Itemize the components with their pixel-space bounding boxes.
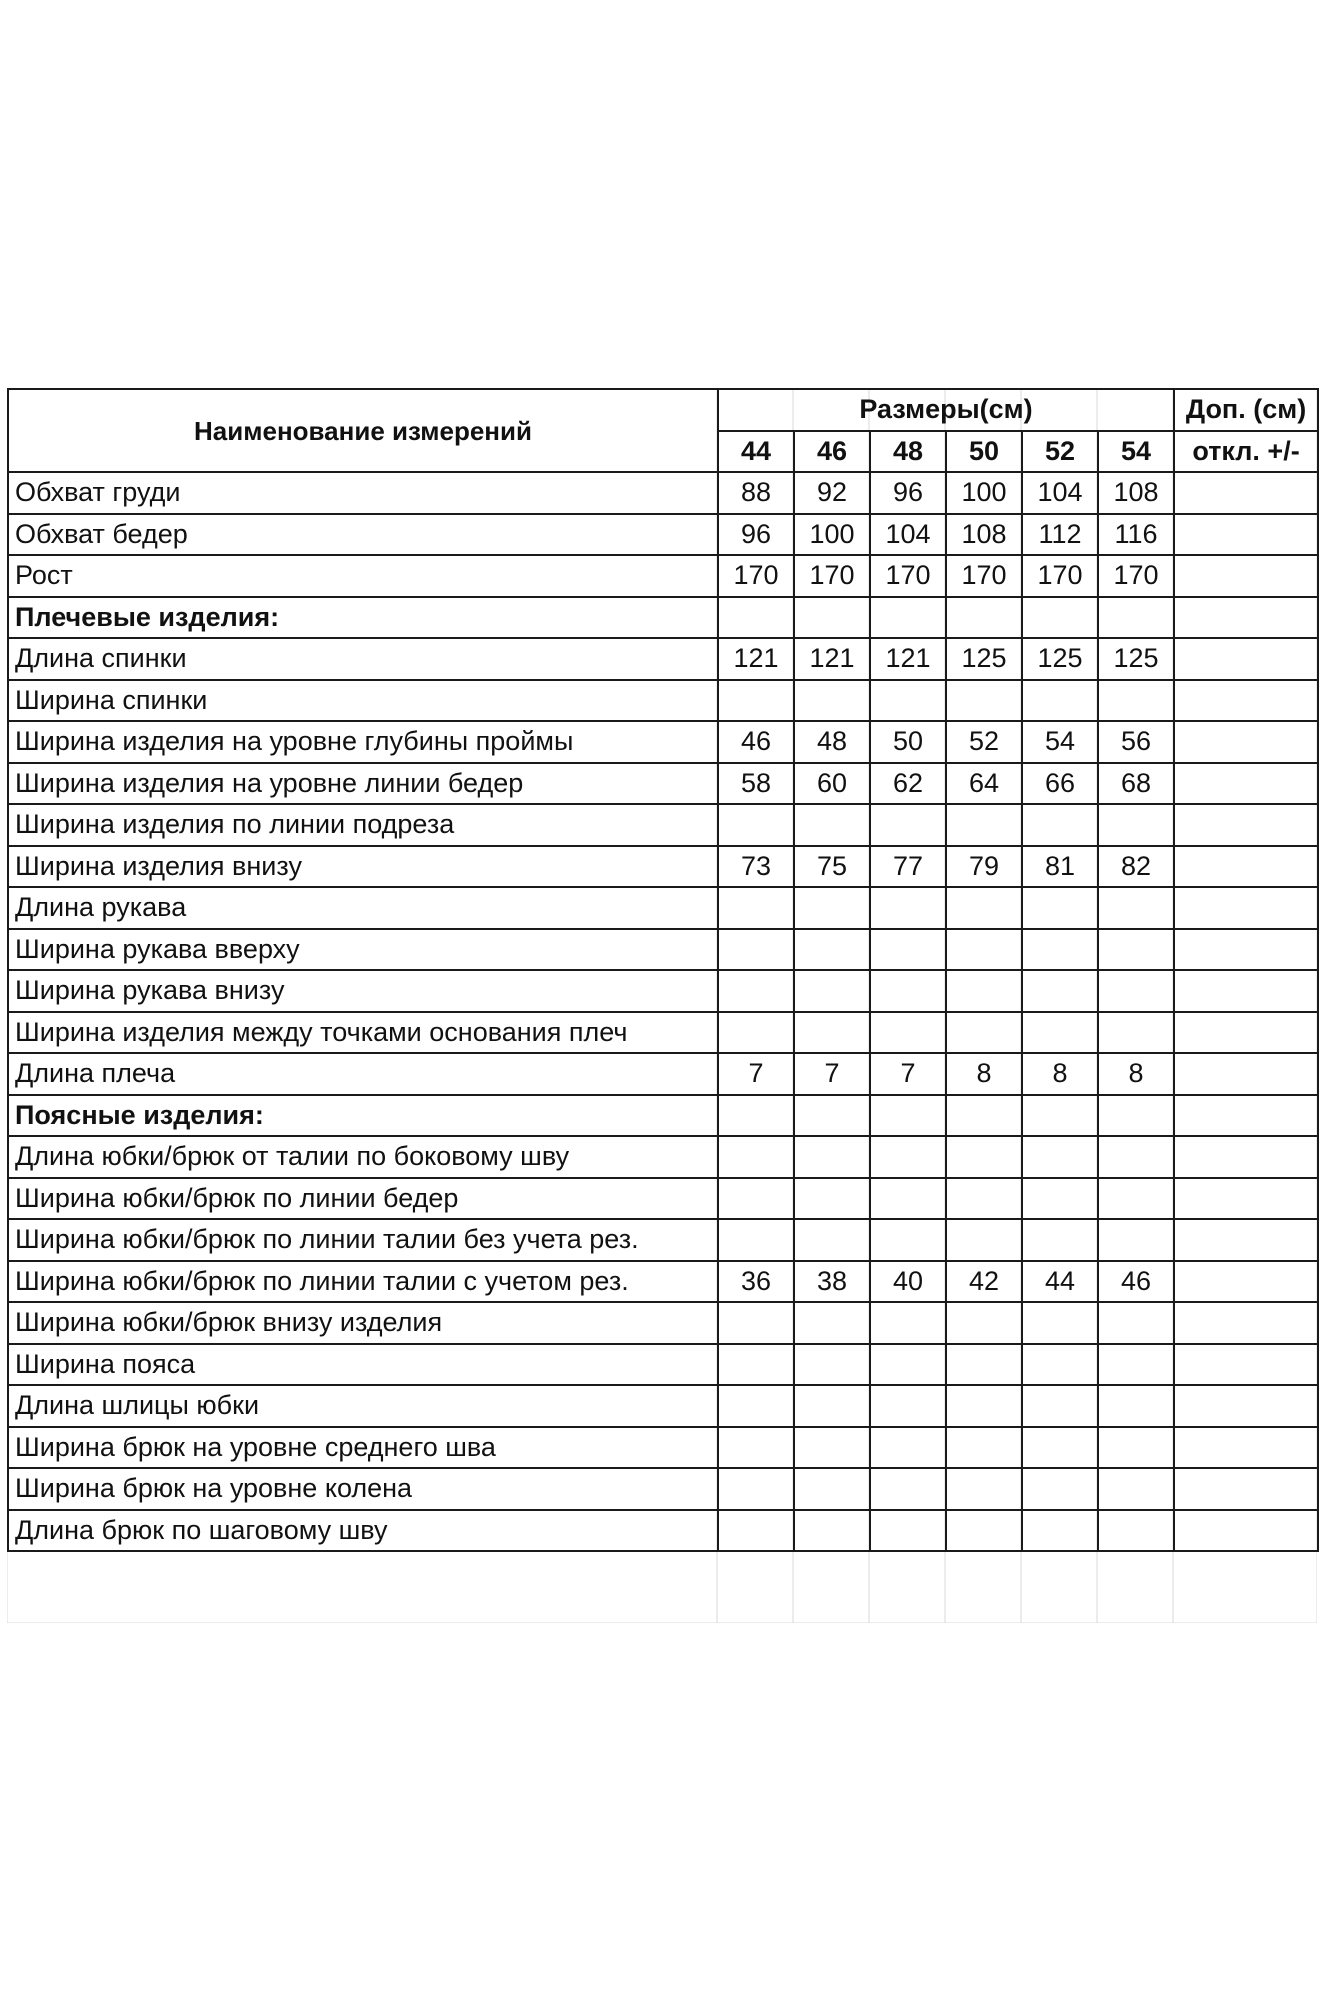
- table-row: [8, 763, 1318, 805]
- size-value-cell: 54: [1022, 721, 1098, 763]
- size-value-cell: 73: [718, 846, 794, 888]
- tolerance-cell: [1174, 1012, 1318, 1054]
- size-value-cell: 100: [946, 472, 1022, 514]
- size-value-cell: [870, 887, 946, 929]
- table-row: [8, 846, 1318, 888]
- size-value-cell: [794, 1468, 870, 1510]
- size-value-cell: [718, 887, 794, 929]
- size-value-cell: [870, 970, 946, 1012]
- sizes-header: Размеры(см): [718, 389, 1174, 431]
- size-value-cell: [794, 1136, 870, 1178]
- size-value-cell: 52: [946, 721, 1022, 763]
- size-value-cell: 40: [870, 1261, 946, 1303]
- size-value-cell: 170: [870, 555, 946, 597]
- size-value-cell: 46: [1098, 1261, 1174, 1303]
- measurement-label: Обхват груди: [8, 472, 718, 514]
- table-row: [8, 1510, 1318, 1552]
- size-value-cell: [1022, 1178, 1098, 1220]
- size-value-cell: [946, 887, 1022, 929]
- table-row: [8, 1012, 1318, 1054]
- size-value-cell: 92: [794, 472, 870, 514]
- size-value-cell: [718, 1219, 794, 1261]
- size-value-cell: [870, 1219, 946, 1261]
- size-value-cell: [1098, 804, 1174, 846]
- size-value-cell: [1098, 970, 1174, 1012]
- size-value-cell: [1098, 1136, 1174, 1178]
- size-value-cell: [1022, 1219, 1098, 1261]
- measurement-name-header: Наименование измерений: [8, 389, 718, 472]
- size-value-cell: 8: [1022, 1053, 1098, 1095]
- size-value-cell: [1098, 1468, 1174, 1510]
- size-value-cell: 48: [794, 721, 870, 763]
- size-value-cell: 108: [1098, 472, 1174, 514]
- measurement-label: Длина рукава: [8, 887, 718, 929]
- tolerance-cell: [1174, 970, 1318, 1012]
- size-value-cell: [794, 1510, 870, 1552]
- size-value-cell: 58: [718, 763, 794, 805]
- size-value-cell: [718, 1302, 794, 1344]
- size-value-cell: [718, 597, 794, 639]
- size-value-cell: [946, 1136, 1022, 1178]
- size-value-cell: [794, 1219, 870, 1261]
- tolerance-cell: [1174, 1510, 1318, 1552]
- size-value-cell: [870, 597, 946, 639]
- size-value-cell: [870, 1178, 946, 1220]
- measurement-label: Ширина спинки: [8, 680, 718, 722]
- table-row: [8, 1261, 1318, 1303]
- measurement-label: Ширина рукава вверху: [8, 929, 718, 971]
- size-value-cell: [718, 680, 794, 722]
- measurement-label: Ширина юбки/брюк по линии талии без учета рез.: [8, 1219, 718, 1261]
- size-value-cell: 170: [794, 555, 870, 597]
- size-value-cell: [794, 970, 870, 1012]
- measurement-label: Ширина юбки/брюк внизу изделия: [8, 1302, 718, 1344]
- size-value-cell: 121: [718, 638, 794, 680]
- size-value-cell: [718, 804, 794, 846]
- size-value-cell: 60: [794, 763, 870, 805]
- table-row: [8, 1136, 1318, 1178]
- size-value-cell: [946, 1219, 1022, 1261]
- size-54: 54: [1098, 431, 1174, 473]
- size-value-cell: [1022, 1136, 1098, 1178]
- measurement-label: Ширина изделия между точками основания плеч: [8, 1012, 718, 1054]
- measurement-label: Ширина изделия на уровне глубины проймы: [8, 721, 718, 763]
- table-row: [8, 1427, 1318, 1469]
- size-value-cell: [946, 1468, 1022, 1510]
- size-value-cell: [870, 680, 946, 722]
- size-value-cell: [794, 1095, 870, 1137]
- size-value-cell: 46: [718, 721, 794, 763]
- size-value-cell: [1022, 887, 1098, 929]
- size-value-cell: [794, 1012, 870, 1054]
- size-value-cell: 7: [870, 1053, 946, 1095]
- size-value-cell: 79: [946, 846, 1022, 888]
- size-value-cell: [870, 1302, 946, 1344]
- size-value-cell: [1098, 1510, 1174, 1552]
- size-value-cell: [1022, 1468, 1098, 1510]
- size-value-cell: 104: [870, 514, 946, 556]
- size-value-cell: 121: [794, 638, 870, 680]
- tolerance-header-line-1: Доп. (см): [1174, 389, 1318, 431]
- measurement-label: Длина шлицы юбки: [8, 1385, 718, 1427]
- size-value-cell: [870, 1344, 946, 1386]
- measurement-label: Обхват бедер: [8, 514, 718, 556]
- tolerance-cell: [1174, 763, 1318, 805]
- size-value-cell: [794, 929, 870, 971]
- size-value-cell: [870, 1510, 946, 1552]
- size-value-cell: [946, 1012, 1022, 1054]
- size-value-cell: [946, 1385, 1022, 1427]
- measurement-label: Ширина изделия по линии подреза: [8, 804, 718, 846]
- tolerance-cell: [1174, 597, 1318, 639]
- size-value-cell: [718, 1344, 794, 1386]
- size-value-cell: [870, 1136, 946, 1178]
- size-value-cell: [1098, 1344, 1174, 1386]
- size-value-cell: [1098, 1095, 1174, 1137]
- size-value-cell: [794, 1427, 870, 1469]
- size-value-cell: [718, 1468, 794, 1510]
- measurement-label: Длина брюк по шаговому шву: [8, 1510, 718, 1552]
- size-value-cell: 100: [794, 514, 870, 556]
- size-value-cell: 81: [1022, 846, 1098, 888]
- tolerance-cell: [1174, 1385, 1318, 1427]
- size-value-cell: 56: [1098, 721, 1174, 763]
- size-value-cell: [718, 970, 794, 1012]
- measurement-label: Ширина юбки/брюк по линии талии с учетом рез.: [8, 1261, 718, 1303]
- tolerance-cell: [1174, 1053, 1318, 1095]
- size-value-cell: 42: [946, 1261, 1022, 1303]
- tolerance-header-line-2: откл. +/-: [1174, 431, 1318, 473]
- size-value-cell: [946, 970, 1022, 1012]
- size-value-cell: [1022, 1344, 1098, 1386]
- size-value-cell: 82: [1098, 846, 1174, 888]
- size-value-cell: [794, 1344, 870, 1386]
- size-52: 52: [1022, 431, 1098, 473]
- size-value-cell: 125: [1098, 638, 1174, 680]
- size-value-cell: [1098, 1012, 1174, 1054]
- tolerance-cell: [1174, 1261, 1318, 1303]
- size-value-cell: [870, 1427, 946, 1469]
- measurement-label: Рост: [8, 555, 718, 597]
- size-value-cell: 96: [870, 472, 946, 514]
- tolerance-cell: [1174, 929, 1318, 971]
- table-row: [8, 472, 1318, 514]
- measurement-label: Длина спинки: [8, 638, 718, 680]
- size-value-cell: [794, 1385, 870, 1427]
- table-row: [8, 721, 1318, 763]
- size-value-cell: 125: [1022, 638, 1098, 680]
- size-chart-table: [7, 388, 1319, 1552]
- size-value-cell: [1098, 1385, 1174, 1427]
- tolerance-cell: [1174, 1136, 1318, 1178]
- size-value-cell: 108: [946, 514, 1022, 556]
- table-row: [8, 514, 1318, 556]
- size-value-cell: [1022, 1510, 1098, 1552]
- size-value-cell: [946, 1095, 1022, 1137]
- size-44: 44: [718, 431, 794, 473]
- size-46: 46: [794, 431, 870, 473]
- size-value-cell: [1022, 1427, 1098, 1469]
- size-value-cell: [718, 1012, 794, 1054]
- measurement-label: Длина плеча: [8, 1053, 718, 1095]
- table-row: [8, 1385, 1318, 1427]
- size-value-cell: 116: [1098, 514, 1174, 556]
- size-value-cell: 62: [870, 763, 946, 805]
- size-value-cell: [718, 1136, 794, 1178]
- table-row: [8, 555, 1318, 597]
- measurement-label: Ширина изделия внизу: [8, 846, 718, 888]
- size-value-cell: [794, 680, 870, 722]
- size-value-cell: [794, 1178, 870, 1220]
- table-row: [8, 1053, 1318, 1095]
- size-value-cell: 170: [1098, 555, 1174, 597]
- size-value-cell: 112: [1022, 514, 1098, 556]
- size-value-cell: [946, 1302, 1022, 1344]
- size-value-cell: 8: [946, 1053, 1022, 1095]
- size-value-cell: 88: [718, 472, 794, 514]
- size-value-cell: [870, 1468, 946, 1510]
- size-value-cell: 36: [718, 1261, 794, 1303]
- size-value-cell: [1098, 1178, 1174, 1220]
- size-value-cell: [1022, 804, 1098, 846]
- table-row: [8, 680, 1318, 722]
- measurement-label: Ширина рукава внизу: [8, 970, 718, 1012]
- table-row: [8, 1178, 1318, 1220]
- size-value-cell: 7: [718, 1053, 794, 1095]
- tolerance-cell: [1174, 846, 1318, 888]
- table-row: [8, 887, 1318, 929]
- size-value-cell: 170: [946, 555, 1022, 597]
- size-value-cell: 68: [1098, 763, 1174, 805]
- size-value-cell: 66: [1022, 763, 1098, 805]
- size-value-cell: 50: [870, 721, 946, 763]
- size-value-cell: 44: [1022, 1261, 1098, 1303]
- table-row: [8, 970, 1318, 1012]
- size-value-cell: [870, 1012, 946, 1054]
- section-heading: Поясные изделия:: [8, 1095, 718, 1137]
- size-value-cell: 7: [794, 1053, 870, 1095]
- table-row: [8, 1219, 1318, 1261]
- size-value-cell: [1098, 1302, 1174, 1344]
- size-value-cell: [1022, 1385, 1098, 1427]
- table-row: [8, 638, 1318, 680]
- size-value-cell: 170: [1022, 555, 1098, 597]
- size-value-cell: [1098, 680, 1174, 722]
- size-value-cell: [1098, 1427, 1174, 1469]
- measurement-label: Длина юбки/брюк от талии по боковому шву: [8, 1136, 718, 1178]
- measurement-label: Ширина юбки/брюк по линии бедер: [8, 1178, 718, 1220]
- tolerance-cell: [1174, 1427, 1318, 1469]
- table-row: [8, 804, 1318, 846]
- size-value-cell: [946, 929, 1022, 971]
- section-heading: Плечевые изделия:: [8, 597, 718, 639]
- size-value-cell: [946, 1178, 1022, 1220]
- tolerance-cell: [1174, 804, 1318, 846]
- size-value-cell: [946, 597, 1022, 639]
- tolerance-cell: [1174, 514, 1318, 556]
- measurement-label: Ширина пояса: [8, 1344, 718, 1386]
- measurement-label: Ширина брюк на уровне колена: [8, 1468, 718, 1510]
- size-value-cell: [794, 887, 870, 929]
- tolerance-cell: [1174, 887, 1318, 929]
- measurement-label: Ширина изделия на уровне линии бедер: [8, 763, 718, 805]
- size-value-cell: [718, 1095, 794, 1137]
- table-row: [8, 597, 1318, 639]
- size-value-cell: [718, 1510, 794, 1552]
- size-value-cell: [1022, 970, 1098, 1012]
- size-value-cell: [718, 1178, 794, 1220]
- size-value-cell: [794, 1302, 870, 1344]
- tolerance-cell: [1174, 555, 1318, 597]
- size-value-cell: [946, 1510, 1022, 1552]
- size-value-cell: 8: [1098, 1053, 1174, 1095]
- tolerance-cell: [1174, 1302, 1318, 1344]
- size-value-cell: [1098, 929, 1174, 971]
- size-value-cell: 38: [794, 1261, 870, 1303]
- size-50: 50: [946, 431, 1022, 473]
- size-value-cell: [946, 1427, 1022, 1469]
- table-row: [8, 1095, 1318, 1137]
- tolerance-cell: [1174, 1219, 1318, 1261]
- size-value-cell: 96: [718, 514, 794, 556]
- size-value-cell: 75: [794, 846, 870, 888]
- tolerance-cell: [1174, 1178, 1318, 1220]
- size-value-cell: [718, 1385, 794, 1427]
- table-row: [8, 929, 1318, 971]
- table-row: [8, 1468, 1318, 1510]
- size-value-cell: [1098, 887, 1174, 929]
- size-value-cell: [946, 680, 1022, 722]
- size-value-cell: [794, 597, 870, 639]
- size-value-cell: [1098, 597, 1174, 639]
- size-value-cell: [1022, 597, 1098, 639]
- header-row-1: [8, 389, 1318, 431]
- size-value-cell: 77: [870, 846, 946, 888]
- tolerance-cell: [1174, 638, 1318, 680]
- table-row: [8, 1344, 1318, 1386]
- measurement-label: Ширина брюк на уровне среднего шва: [8, 1427, 718, 1469]
- tolerance-cell: [1174, 1468, 1318, 1510]
- size-value-cell: [870, 929, 946, 971]
- size-value-cell: [718, 1427, 794, 1469]
- size-value-cell: [946, 804, 1022, 846]
- tolerance-cell: [1174, 1344, 1318, 1386]
- size-value-cell: [1022, 929, 1098, 971]
- size-value-cell: [1022, 1012, 1098, 1054]
- size-value-cell: [794, 804, 870, 846]
- size-value-cell: [1022, 1302, 1098, 1344]
- size-value-cell: 121: [870, 638, 946, 680]
- table-row: [8, 1302, 1318, 1344]
- tolerance-cell: [1174, 1095, 1318, 1137]
- tolerance-cell: [1174, 472, 1318, 514]
- tolerance-cell: [1174, 721, 1318, 763]
- size-48: 48: [870, 431, 946, 473]
- size-value-cell: [1022, 680, 1098, 722]
- size-value-cell: 64: [946, 763, 1022, 805]
- size-value-cell: 104: [1022, 472, 1098, 514]
- size-value-cell: 170: [718, 555, 794, 597]
- size-value-cell: 125: [946, 638, 1022, 680]
- size-value-cell: [718, 929, 794, 971]
- size-value-cell: [946, 1344, 1022, 1386]
- size-value-cell: [1022, 1095, 1098, 1137]
- size-value-cell: [870, 804, 946, 846]
- size-chart-sheet: [7, 388, 1317, 1623]
- tolerance-cell: [1174, 680, 1318, 722]
- size-value-cell: [870, 1385, 946, 1427]
- size-value-cell: [870, 1095, 946, 1137]
- size-value-cell: [1098, 1219, 1174, 1261]
